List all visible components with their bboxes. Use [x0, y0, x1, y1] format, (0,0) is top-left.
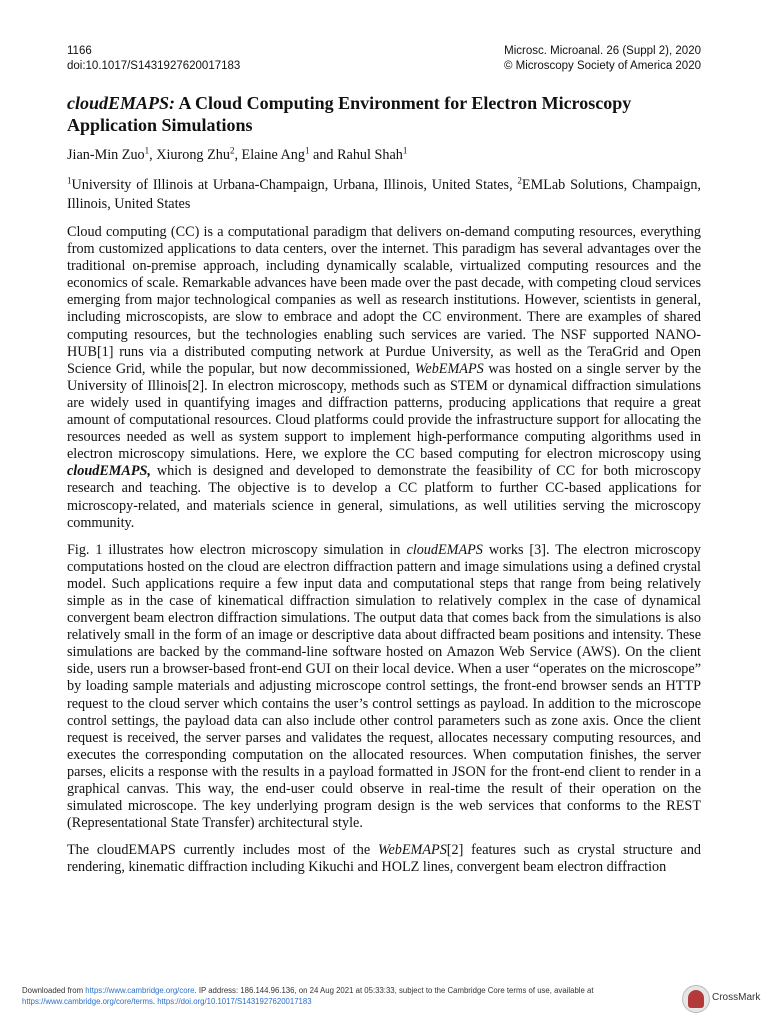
crossmark-badge[interactable] — [682, 985, 762, 1015]
title-rest: A Cloud Computing Environment for Electron Microscopy Application Simulations — [67, 93, 632, 135]
text-run: was hosted on a single server by the University of Illinois[2]. In electron microscopy, methods such as STEM or dynamical diffraction simulations are widely used in quantifying images and diffraction patterns, producing applications that require a great amount of computational resources. Cloud platforms could provide the infrastructure support for allocating the resources needed as well as system support to implement high-performance computing algorithms used in electron microscopy simulations. Here, we explore the CC based computing for electron microscopy using — [67, 360, 701, 463]
affiliation-1: University of Illinois at Urbana-Champaign, Urbana, Illinois, United States, — [71, 177, 518, 193]
doi-link[interactable]: https://doi.org/10.1017/S1431927620017183 — [157, 997, 312, 1006]
author-separator: and — [309, 147, 338, 163]
author-separator: , — [234, 147, 242, 163]
italic-term: WebEMAPS — [377, 842, 447, 859]
bold-italic-term: cloudEMAPS, — [67, 463, 151, 480]
affiliations — [67, 176, 701, 214]
author-affiliation-mark: 1 — [402, 145, 408, 156]
download-footer — [22, 985, 662, 1007]
title-italic: cloudEMAPS: — [67, 93, 176, 113]
footer-separator: . — [152, 997, 158, 1006]
crossmark-label: CrossMark — [712, 992, 761, 1003]
paragraph-2 — [67, 542, 701, 833]
copyright-notice: © Microscopy Society of America 2020 — [503, 60, 701, 72]
cambridge-core-link[interactable]: https://www.cambridge.org/core — [85, 986, 195, 995]
doi: doi:10.1017/S1431927620017183 — [67, 60, 241, 72]
journal-citation: Microsc. Microanal. 26 (Suppl 2), 2020 — [504, 45, 701, 57]
author-list — [67, 146, 701, 164]
affiliation-mark: 2 — [517, 175, 522, 186]
crossmark-icon — [682, 985, 710, 1013]
page-header — [67, 44, 701, 74]
paragraph-3 — [67, 842, 701, 876]
author-name: Elaine Ang — [241, 147, 305, 163]
author-name: Jian-Min Zuo — [67, 147, 145, 163]
text-run: which is designed and developed to demonstrate the feasibility of CC for both microscopy research and teaching. The objective is to develop a CC platform to further CC-based applications for microscopy-related, and materials science in general, simulations, as well utilities serving the microscopy community. — [67, 463, 701, 531]
author-affiliation-mark: 1 — [144, 145, 150, 156]
footer-text: Downloaded from — [22, 986, 86, 995]
affiliation-2: EMLab Solutions, Champaign, Illinois, United States — [67, 177, 701, 212]
text-run: Fig. 1 illustrates how electron microscopy simulation in — [67, 541, 407, 558]
footer-text: . IP address: 186.144.96.136, on 24 Aug 2021 at 05:33:33, subject to the Cambridge Core terms of use, available at — [194, 986, 594, 995]
paper-body — [67, 224, 701, 886]
paper-title — [67, 92, 701, 136]
italic-term: WebEMAPS — [414, 360, 484, 377]
author-affiliation-mark: 1 — [304, 145, 310, 156]
page-number: 1166 — [67, 45, 92, 57]
author-affiliation-mark: 2 — [229, 145, 235, 156]
text-run: The cloudEMAPS currently includes most of the — [67, 842, 378, 859]
author-name: Xiurong Zhu — [156, 147, 230, 163]
text-run: Cloud computing (CC) is a computational paradigm that delivers on-demand computing resources, everything from customized applications to data centers, over the internet. This paradigm has several advantages over the traditional on-premise approach, including dynamically scalable, virtualized computing resources and the economics of scale. Remarkable advances have been made over the past decade, with competing cloud services emerging from major technological companies as well as research institutions. However, scientists in general, including microscopists, are slow to embrace and adopt the CC environment. There are examples of shared computing resources, but the technologies enabling such services are varied. The NSF supported NANO-HUB[1] runs via a distributed computing network at Purdue University, as well as the TeraGrid and Open Science Grid, while the popular, but now decommissioned, — [67, 224, 701, 377]
italic-term: cloudEMAPS — [406, 541, 483, 558]
terms-link[interactable]: https://www.cambridge.org/core/terms — [22, 997, 153, 1006]
author-name: Rahul Shah — [337, 147, 403, 163]
affiliation-mark: 1 — [67, 175, 72, 186]
paragraph-1 — [67, 224, 701, 532]
text-run: [2] features such as crystal structure and rendering, kinematic diffraction including Kikuchi and HOLZ lines, convergent beam electron diffraction — [67, 842, 702, 876]
text-run: works [3]. The electron microscopy computations hosted on the cloud are electron diffraction pattern and image simulations using a defined crystal model. Such applications require a few input data and computational steps that range from being relatively simple as in the case of kinematical diffraction simulation to relatively complex in the case of dynamical convergent beam electron diffraction simulations. The output data that comes back from the simulations is also relatively small in the form of an image or descriptive data about diffracted beam positions and intensity. These simulations are backed by the command-line software hosted on Amazon Web Service (AWS). On the client side, users run a browser-based front-end GUI on their local device. When a user “operates on the microscope” by loading sample materials and adjusting microscope control settings, the front-end browser sends an HTTP request to the cloud server which contains the user’s control settings as payload. In addition to the microscope control settings, the payload data can also include other control parameters such as zone axis. Once the client request is received, the server parses and validates the request, allocates necessary computing resources, and executes the corresponding computation on the allocated resources. When computation finishes, the server parses, elicits a response with the results in a payload formatted in JSON for the front-end client to render in a graphical canvas. This way, the end-user could observe in real-time the result of their operation on the simulated microscope. The key underlying program design is the web services that conforms to the REST (Representational State Transfer) architectural style. — [67, 541, 702, 832]
author-separator: , — [149, 147, 157, 163]
